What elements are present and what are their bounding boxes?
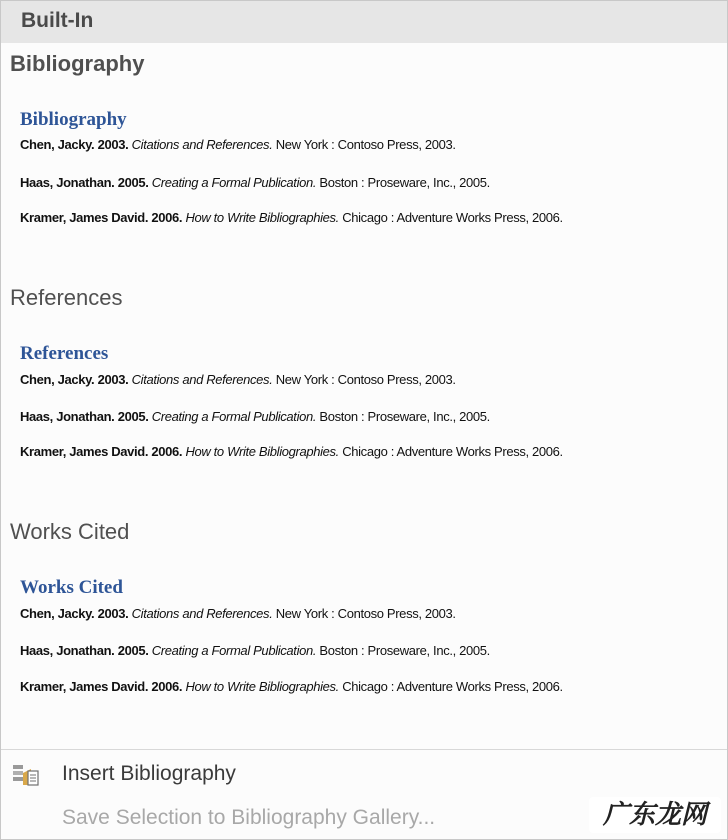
preview-heading: Bibliography xyxy=(20,109,127,130)
insert-bibliography-label: Insert Bibliography xyxy=(62,762,236,785)
svg-text:广东龙网: 广东龙网 xyxy=(602,800,708,830)
section-header-label: Built-In xyxy=(21,9,94,32)
preview-heading: References xyxy=(20,343,109,364)
preview-entry: Chen, Jacky. 2003. Citations and References. New York : Contoso Press, 2003. xyxy=(20,372,456,387)
preview-entry: Haas, Jonathan. 2005. Creating a Formal Publication. Boston : Proseware, Inc., 2005. xyxy=(20,175,490,190)
insert-bibliography-menu-item[interactable] xyxy=(1,755,727,795)
preview-entry: Kramer, James David. 2006. How to Write Bibliographies. Chicago : Adventure Works Press, 2006. xyxy=(20,444,563,459)
watermark-logo xyxy=(589,797,721,833)
preview-entry: Haas, Jonathan. 2005. Creating a Formal Publication. Boston : Proseware, Inc., 2005. xyxy=(20,643,490,658)
insert-bibliography-icon xyxy=(11,763,43,787)
preview-entry: Haas, Jonathan. 2005. Creating a Formal Publication. Boston : Proseware, Inc., 2005. xyxy=(20,409,490,424)
menu-divider xyxy=(1,749,727,750)
preview-heading: Works Cited xyxy=(20,577,123,598)
preview-entry: Chen, Jacky. 2003. Citations and References. New York : Contoso Press, 2003. xyxy=(20,606,456,621)
preview-entry: Kramer, James David. 2006. How to Write Bibliographies. Chicago : Adventure Works Press, 2006. xyxy=(20,679,563,694)
preview-entry: Kramer, James David. 2006. How to Write Bibliographies. Chicago : Adventure Works Press, 2006. xyxy=(20,210,563,225)
gallery-item-works-cited[interactable] xyxy=(1,511,727,743)
save-selection-label: Save Selection to Bibliography Gallery... xyxy=(62,806,436,829)
gallery-item-title: Bibliography xyxy=(10,51,145,76)
built-in-section-header xyxy=(1,1,727,43)
gallery-item-title: Works Cited xyxy=(10,519,130,544)
gallery-item-references[interactable] xyxy=(1,277,727,509)
gallery-item-title: References xyxy=(10,285,123,310)
preview-entry: Chen, Jacky. 2003. Citations and References. New York : Contoso Press, 2003. xyxy=(20,137,456,152)
gallery-item-bibliography[interactable] xyxy=(1,43,727,275)
